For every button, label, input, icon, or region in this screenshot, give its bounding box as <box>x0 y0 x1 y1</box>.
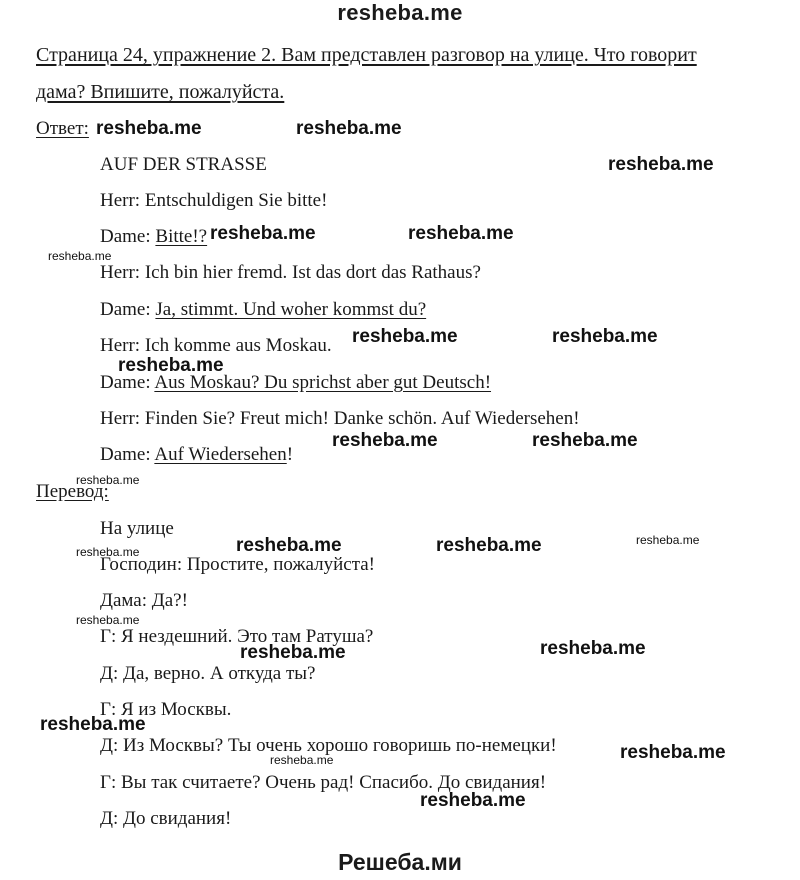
answer-text: Bitte!? <box>155 226 208 247</box>
translation-line: Г: Я нездешний. Это там Ратуша? <box>100 626 374 647</box>
watermark: resheba.me <box>76 473 140 487</box>
watermark: resheba.me <box>436 535 542 556</box>
line-text: Entschuldigen Sie bitte! <box>144 190 328 211</box>
dialogue-line <box>100 408 580 430</box>
site-title: resheba.me <box>337 0 463 25</box>
line-text: Ich komme aus Moskau. <box>144 335 332 356</box>
speaker: Dame: <box>100 299 156 320</box>
translation-label: Перевод: <box>36 481 109 502</box>
translation-line: Дама: Да?! <box>100 590 188 611</box>
dialogue-line <box>100 444 293 466</box>
speaker: Herr: <box>100 408 145 429</box>
task-line-2: дама? Впишите, пожалуйста. <box>36 81 285 103</box>
speaker: Herr: <box>100 335 145 356</box>
line-text: Finden Sie? Freut mich! Danke schön. Auf Wiedersehen! <box>144 408 580 429</box>
answer-text: Ja, stimmt. Und woher kommst du? <box>155 299 427 320</box>
watermark: resheba.me <box>270 753 334 767</box>
dialogue-line <box>100 262 481 284</box>
watermark: resheba.me <box>636 533 700 547</box>
dialogue-line <box>100 299 426 321</box>
translation-line: Г: Вы так считаете? Очень рад! Спасибо. До свидания! <box>100 772 547 793</box>
answer-label: Ответ: <box>36 118 89 139</box>
watermark: resheba.me <box>296 118 402 139</box>
watermark: resheba.me <box>210 223 316 244</box>
watermark: resheba.me <box>48 249 112 263</box>
watermark: resheba.me <box>620 742 726 763</box>
watermark: resheba.me <box>532 430 638 451</box>
watermark: resheba.me <box>420 790 526 811</box>
speaker: Dame: <box>100 444 155 465</box>
watermark: resheba.me <box>40 714 146 735</box>
translation-line: Д: Из Москвы? Ты очень хорошо говоришь по-немецки! <box>100 735 557 756</box>
speaker: Dame: <box>100 226 156 247</box>
watermark: resheba.me <box>352 326 458 347</box>
watermark: resheba.me <box>408 223 514 244</box>
watermark: resheba.me <box>96 118 202 139</box>
watermark: resheba.me <box>236 535 342 556</box>
watermark: resheba.me <box>608 154 714 175</box>
speaker: Herr: <box>100 262 145 283</box>
translation-title: На улице <box>100 518 174 539</box>
answer-text: Auf Wiedersehen <box>154 444 287 465</box>
answer-title: AUF DER STRASSE <box>100 154 267 175</box>
watermark: resheba.me <box>332 430 438 451</box>
line-text: Ich bin hier fremd. Ist das dort das Rathaus? <box>144 262 481 283</box>
translation-line: Г: Я из Москвы. <box>100 699 232 720</box>
task-line-1: Страница 24, упражнение 2. Вам представлен разговор на улице. Что говорит <box>36 44 697 66</box>
footer-title: Решеба.ми <box>338 849 462 875</box>
speaker: Dame: <box>100 372 155 393</box>
translation-line: Д: Да, верно. А откуда ты? <box>100 663 316 684</box>
watermark: resheba.me <box>118 355 224 376</box>
dialogue-line <box>100 335 332 357</box>
line-trail: ! <box>286 444 294 465</box>
dialogue-line <box>100 226 207 248</box>
translation-line: Господин: Простите, пожалуйста! <box>100 554 376 575</box>
watermark: resheba.me <box>540 638 646 659</box>
watermark: resheba.me <box>76 613 140 627</box>
watermark: resheba.me <box>240 642 346 663</box>
answer-text: Aus Moskau? Du sprichst aber gut Deutsch! <box>154 372 492 393</box>
translation-line: Д: До свидания! <box>100 808 232 829</box>
speaker: Herr: <box>100 190 145 211</box>
watermark: resheba.me <box>552 326 658 347</box>
watermark: resheba.me <box>76 545 140 559</box>
dialogue-line <box>100 190 327 212</box>
